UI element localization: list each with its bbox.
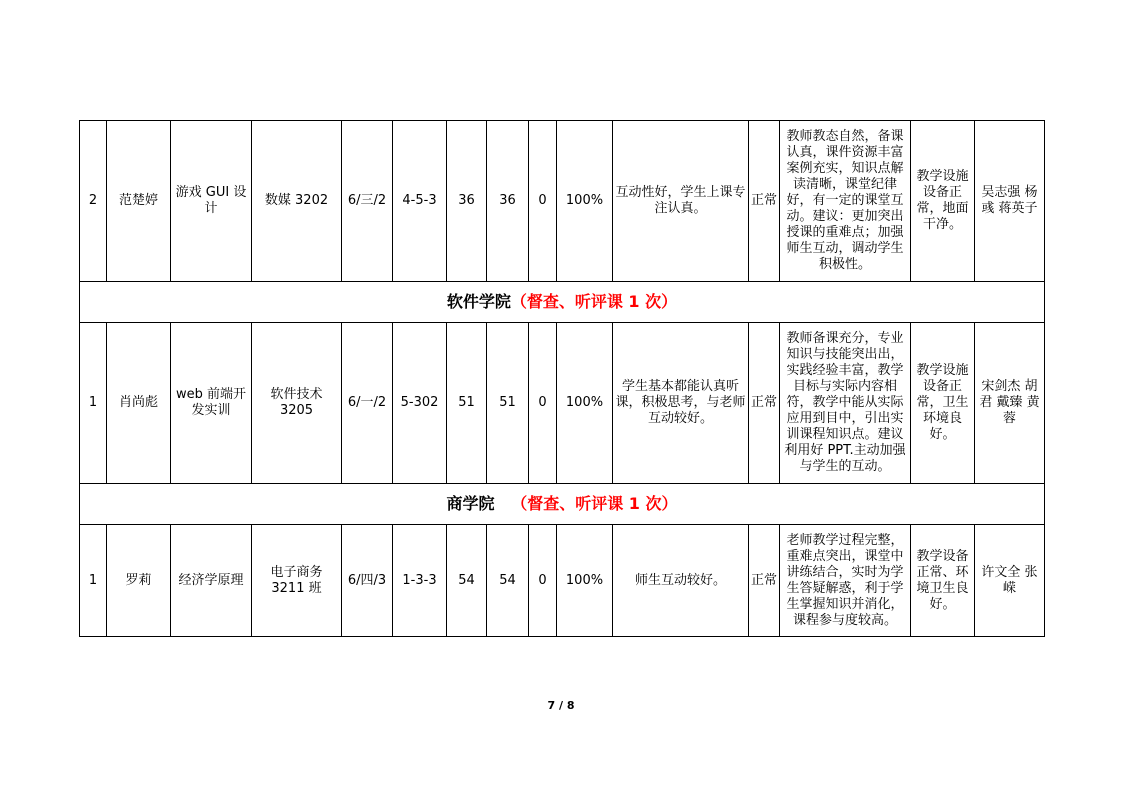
course-name: web 前端开发实训 (171, 323, 252, 484)
classroom: 5-302 (393, 323, 447, 484)
class-time: 6/三/2 (342, 121, 393, 282)
classroom: 1-3-3 (393, 525, 447, 637)
attendance-rate: 100% (557, 121, 613, 282)
inspectors: 宋剑杰 胡君 戴臻 黄蓉 (975, 323, 1045, 484)
table-row (80, 525, 1045, 637)
actual-count: 54 (487, 525, 529, 637)
course-name: 经济学原理 (171, 525, 252, 637)
row-number: 1 (80, 323, 107, 484)
section-header (80, 282, 1045, 323)
class-time: 6/四/3 (342, 525, 393, 637)
study-situation: 互动性好，学生上课专注认真。 (613, 121, 749, 282)
row-number: 2 (80, 121, 107, 282)
section-title: 商学院 (446, 494, 495, 513)
class-status: 正常 (749, 121, 780, 282)
teaching-evaluation: 老师教学过程完整，重难点突出，课堂中讲练结合，实时为学生答疑解惑，利于学生掌握知识并消化，课程参与度较高。 (780, 525, 911, 637)
class-name: 软件技术 3205 (252, 323, 342, 484)
absent-count: 0 (529, 525, 557, 637)
actual-count: 36 (487, 121, 529, 282)
course-name: 游戏 GUI 设计 (171, 121, 252, 282)
inspectors: 许文全 张嵘 (975, 525, 1045, 637)
absent-count: 0 (529, 121, 557, 282)
teacher-name: 范楚婷 (107, 121, 171, 282)
attendance-rate: 100% (557, 323, 613, 484)
actual-count: 51 (487, 323, 529, 484)
class-status: 正常 (749, 525, 780, 637)
teaching-evaluation: 教师备课充分，专业知识与技能突出出，实践经验丰富，教学目标与实际内容相符，教学中能从实际应用到目中，引出实训课程知识点。建议利用好 PPT.主动加强与学生的互动。 (780, 323, 911, 484)
section-header (80, 484, 1045, 525)
expected-count: 36 (447, 121, 487, 282)
facility-status: 教学设施设备正常，地面干净。 (911, 121, 975, 282)
inspection-table (79, 120, 1045, 637)
attendance-rate: 100% (557, 525, 613, 637)
section-note: （督查、听评课 1 次） (510, 292, 678, 311)
facility-status: 教学设施设备正常，卫生环境良好。 (911, 323, 975, 484)
facility-status: 教学设备正常、环境卫生良好。 (911, 525, 975, 637)
absent-count: 0 (529, 323, 557, 484)
table-row (80, 323, 1045, 484)
teacher-name: 肖尚彪 (107, 323, 171, 484)
class-name: 电子商务 3211 班 (252, 525, 342, 637)
study-situation: 学生基本都能认真听课，积极思考，与老师互动较好。 (613, 323, 749, 484)
classroom: 4-5-3 (393, 121, 447, 282)
study-situation: 师生互动较好。 (613, 525, 749, 637)
expected-count: 54 (447, 525, 487, 637)
row-number: 1 (80, 525, 107, 637)
page-number: 7 / 8 (547, 699, 575, 712)
inspectors: 吴志强 杨彧 蒋英子 (975, 121, 1045, 282)
section-note: （督查、听评课 1 次） (511, 494, 678, 513)
section-title: 软件学院 (446, 292, 511, 311)
teaching-evaluation: 教师教态自然，备课认真，课件资源丰富案例充实，知识点解读清晰，课堂纪律好，有一定的课堂互动。建议：更加突出授课的重难点；加强师生互动，调动学生积极性。 (780, 121, 911, 282)
class-name: 数媒 3202 (252, 121, 342, 282)
teacher-name: 罗莉 (107, 525, 171, 637)
table-row (80, 121, 1045, 282)
expected-count: 51 (447, 323, 487, 484)
class-time: 6/一/2 (342, 323, 393, 484)
class-status: 正常 (749, 323, 780, 484)
